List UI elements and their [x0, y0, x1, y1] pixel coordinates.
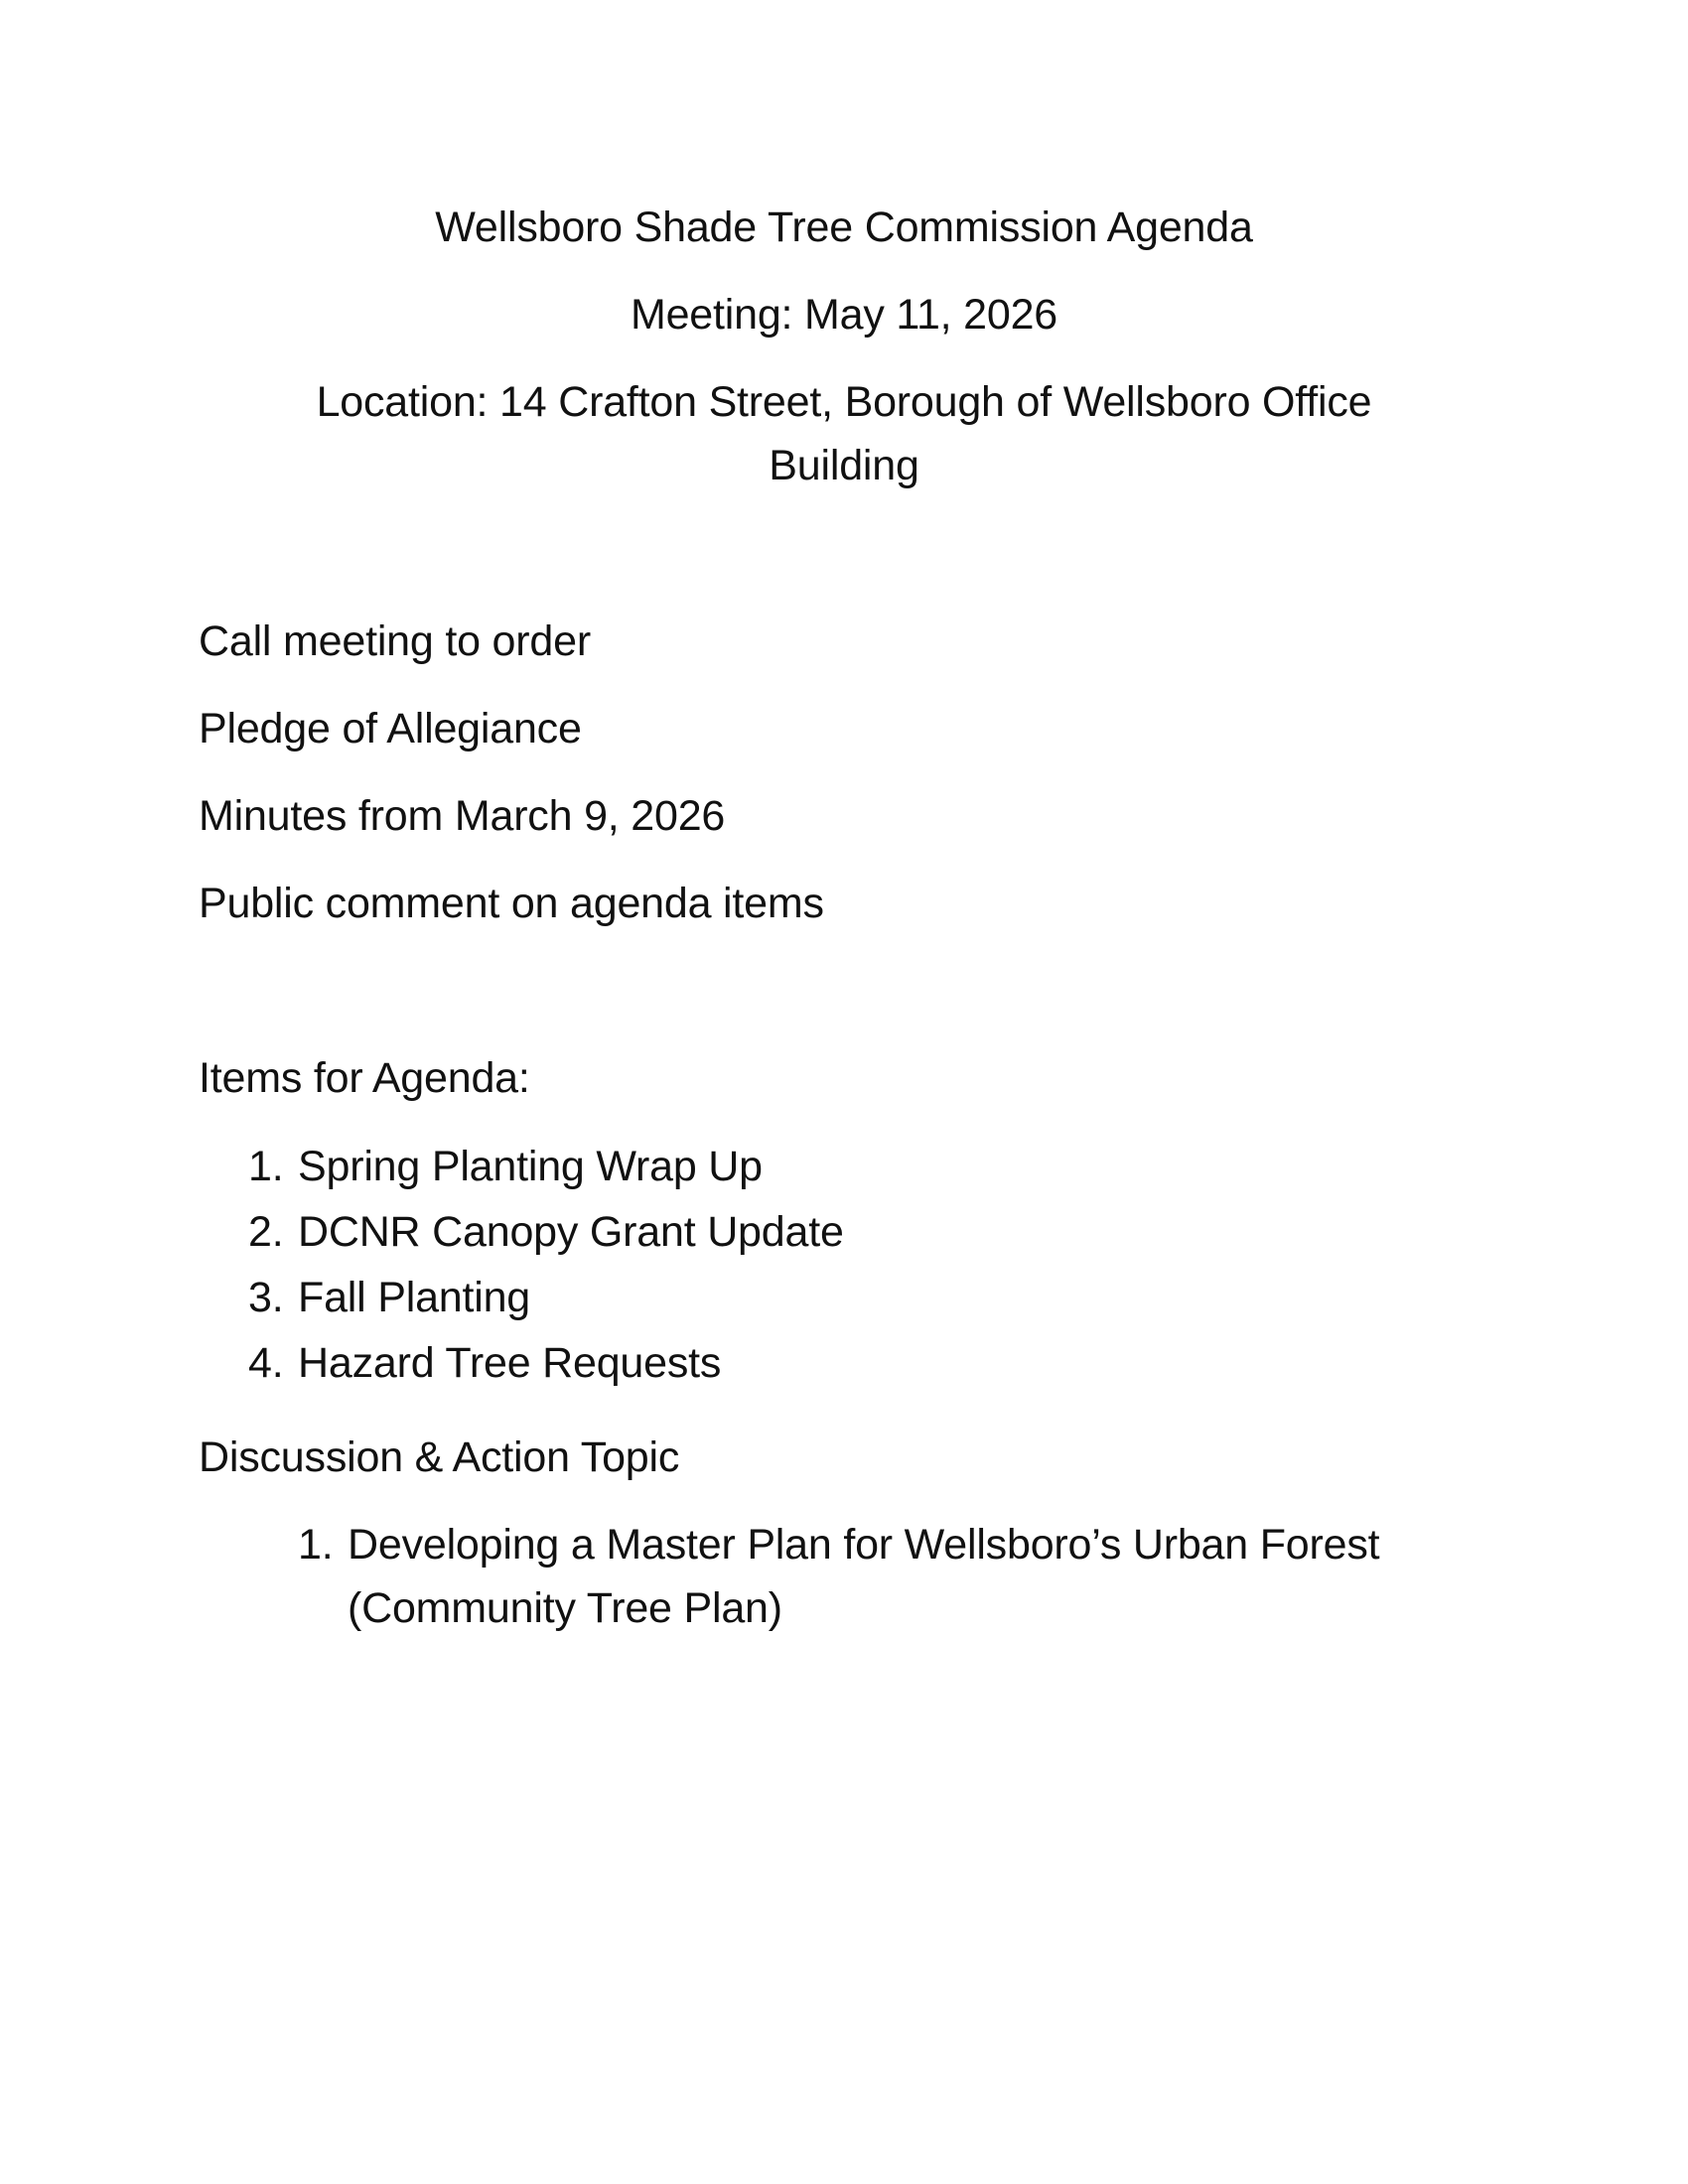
- agenda-list-item: [248, 1330, 844, 1396]
- pledge-line: Pledge of Allegiance: [199, 705, 582, 752]
- list-number: 4.: [248, 1339, 284, 1387]
- list-number: 3.: [248, 1274, 284, 1321]
- list-item-text: Hazard Tree Requests: [298, 1339, 722, 1387]
- agenda-list-item: [248, 1265, 844, 1330]
- meeting-date: Meeting: May 11, 2026: [630, 291, 1058, 339]
- list-item-text: Developing a Master Plan for Wellsboro’s Urban Forest (Community Tree Plan): [348, 1521, 1380, 1632]
- list-item-text: Spring Planting Wrap Up: [298, 1143, 763, 1190]
- list-item-text: Fall Planting: [298, 1274, 531, 1321]
- list-item-text: DCNR Canopy Grant Update: [298, 1208, 844, 1256]
- items-for-agenda-heading: Items for Agenda:: [199, 1054, 530, 1102]
- discussion-list-item: [298, 1513, 1489, 1640]
- list-number: 1.: [298, 1521, 334, 1569]
- document-title: Wellsboro Shade Tree Commission Agenda: [435, 204, 1253, 251]
- public-comment-line: Public comment on agenda items: [199, 880, 824, 927]
- discussion-heading: Discussion & Action Topic: [199, 1433, 680, 1481]
- discussion-items-list: [298, 1513, 1489, 1640]
- agenda-list-item: [248, 1199, 844, 1265]
- minutes-line: Minutes from March 9, 2026: [199, 792, 726, 840]
- meeting-location: Location: 14 Crafton Street, Borough of Wellsboro Office Building: [316, 378, 1372, 489]
- list-number: 2.: [248, 1208, 284, 1256]
- call-to-order-line: Call meeting to order: [199, 617, 591, 665]
- agenda-items-list: [248, 1134, 844, 1396]
- agenda-list-item: [248, 1134, 844, 1199]
- list-number: 1.: [248, 1143, 284, 1190]
